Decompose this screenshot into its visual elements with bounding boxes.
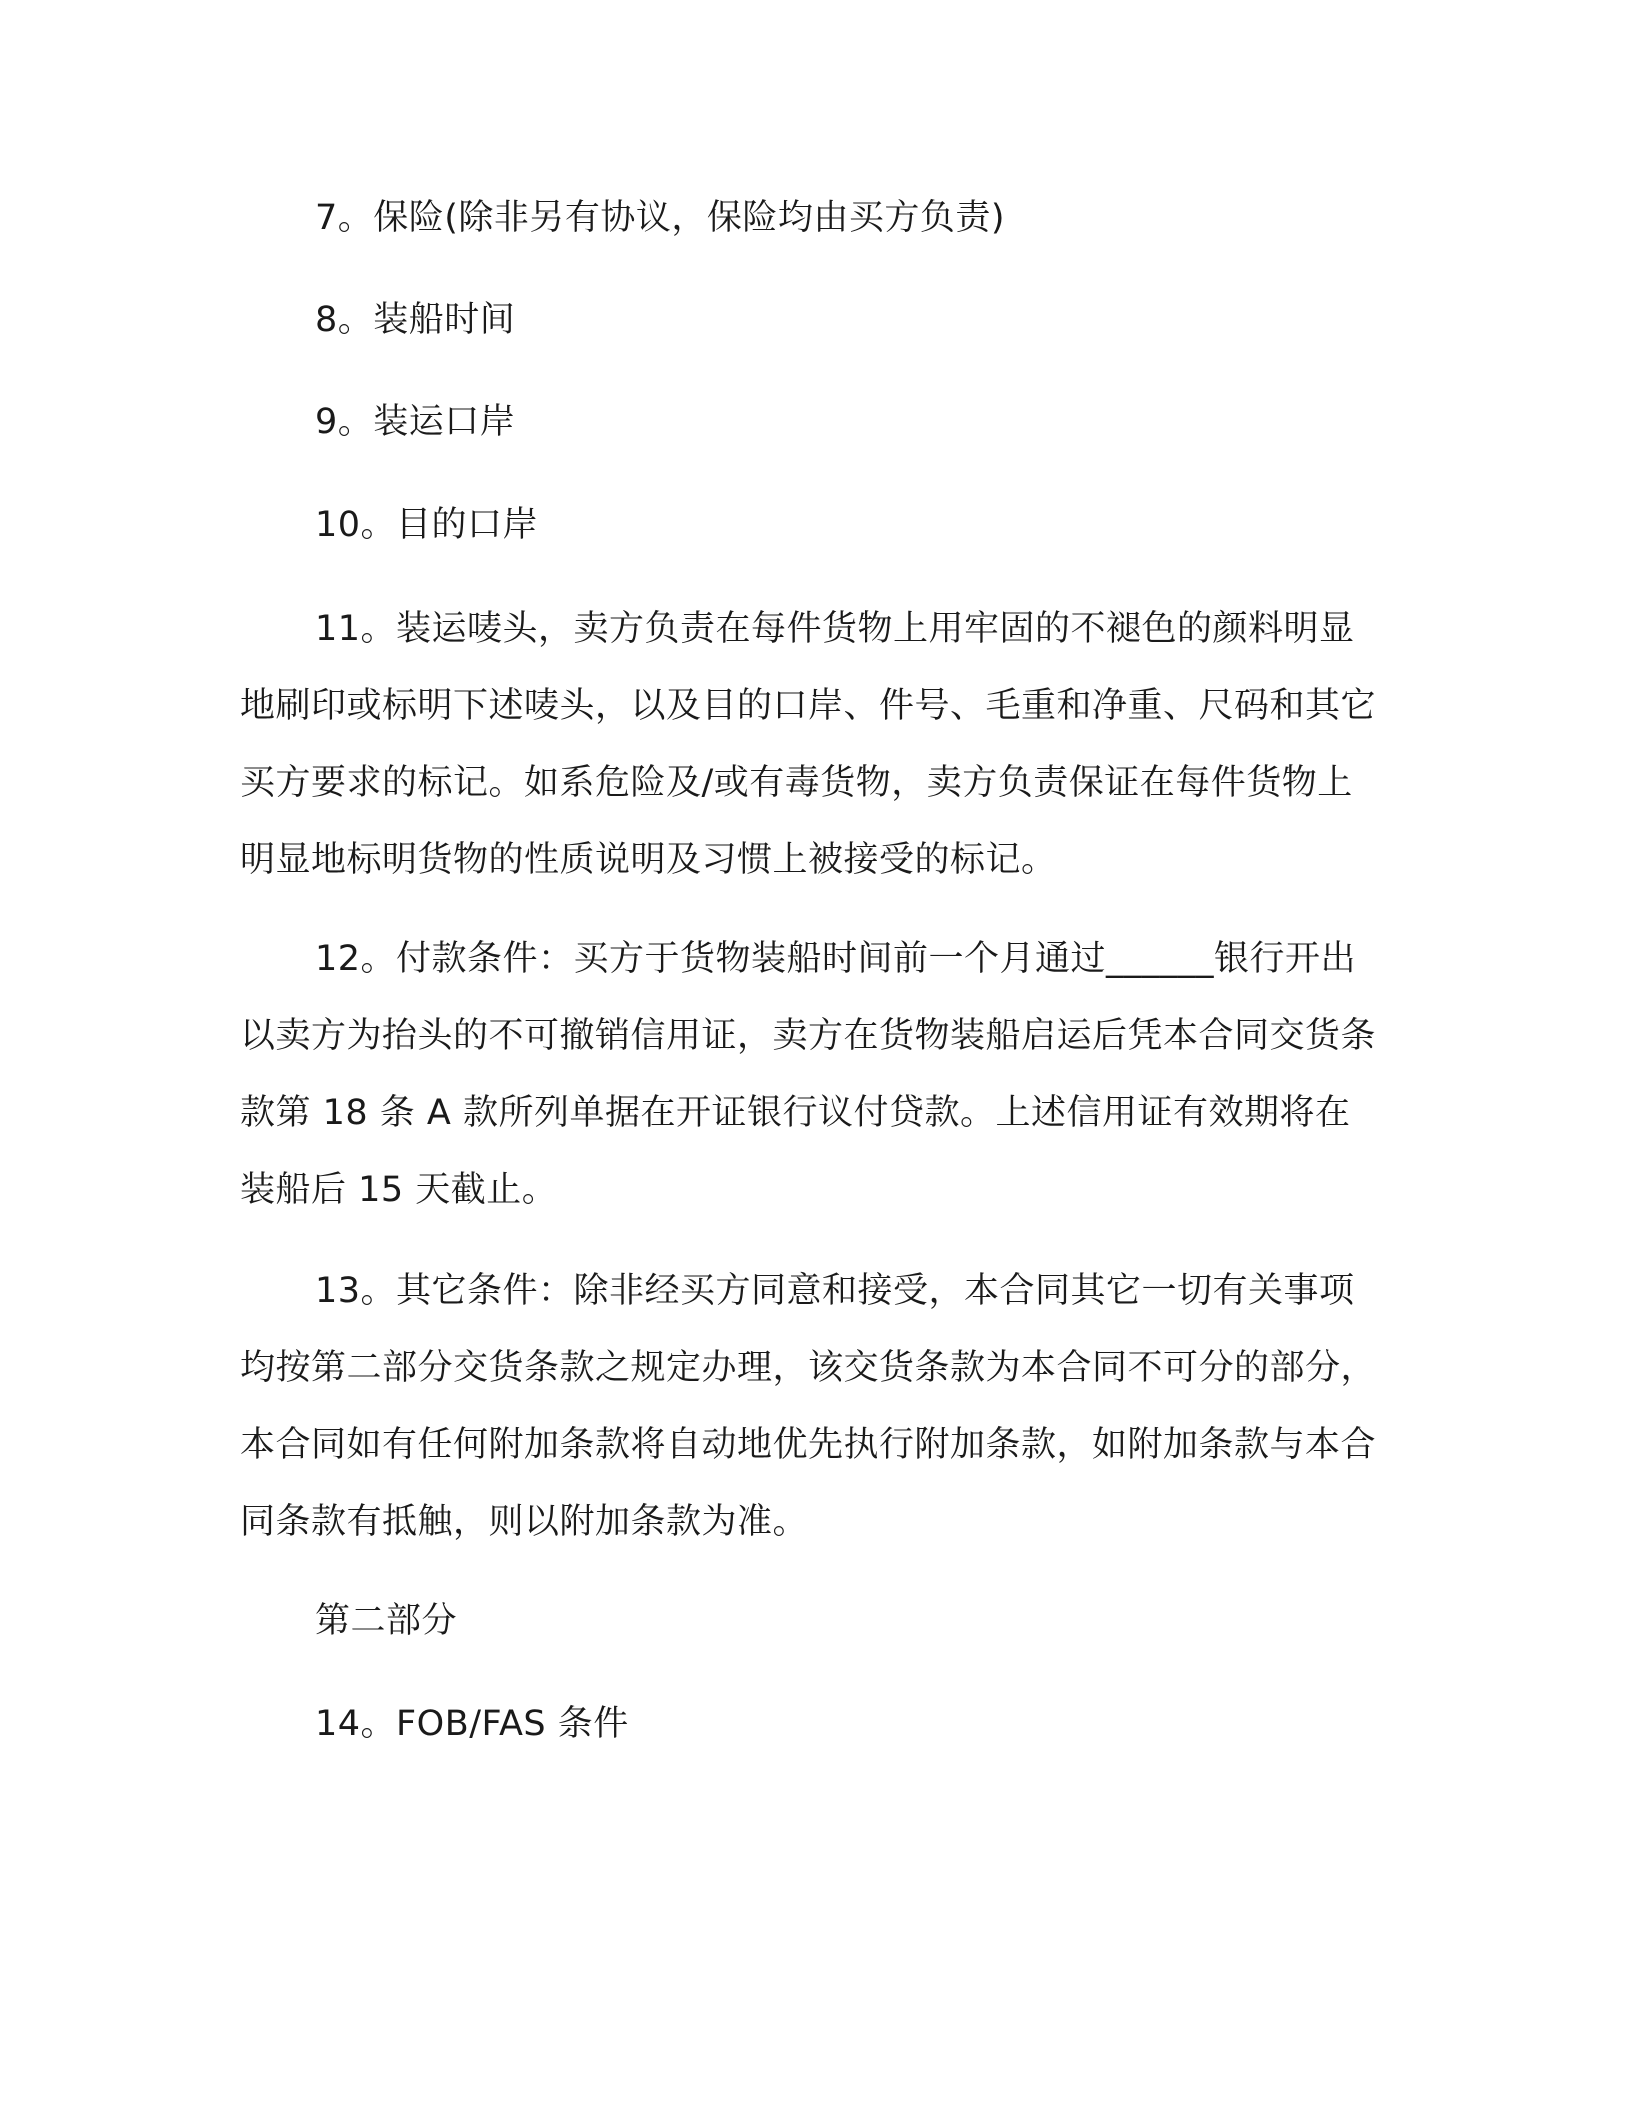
- clause-8-shipment-time: 8。装船时间: [315, 300, 516, 340]
- clause-14-fob-fas: 14。FOB/FAS 条件: [315, 1704, 629, 1744]
- clause-10-destination-port: 10。目的口岸: [315, 505, 539, 545]
- clause-9-loading-port: 9。装运口岸: [315, 402, 516, 442]
- clause-7-insurance: 7。保险(除非另有协议，保险均由买方负责): [315, 198, 1006, 238]
- section-heading-part-two: 第二部分: [315, 1601, 458, 1641]
- clause-12-payment-terms: 12。付款条件：买方于货物装船时间前一个月通过______银行开出以卖方为抬头的不可撤销信用证，卖方在货物装船启运后凭本合同交货条款第 18 条 A 款所列单据在开证银行议付贷款。上述信用证有效期将在装船后 15 天截止。: [240, 939, 1377, 1210]
- clause-11-shipping-marks: 11。装运唛头，卖方负责在每件货物上用牢固的不褪色的颜料明显地刷印或标明下述唛头，以及目的口岸、件号、毛重和净重、尺码和其它买方要求的标记。如系危险及/或有毒货物，卖方负责保证在每件货物上明显地标明货物的性质说明及习惯上被接受的标记。: [240, 609, 1377, 880]
- clause-13-other-terms: 13。其它条件：除非经买方同意和接受，本合同其它一切有关事项均按第二部分交货条款之规定办理，该交货条款为本合同不可分的部分，本合同如有任何附加条款将自动地优先执行附加条款，如附加条款与本合同条款有抵触，则以附加条款为准。: [240, 1271, 1377, 1542]
